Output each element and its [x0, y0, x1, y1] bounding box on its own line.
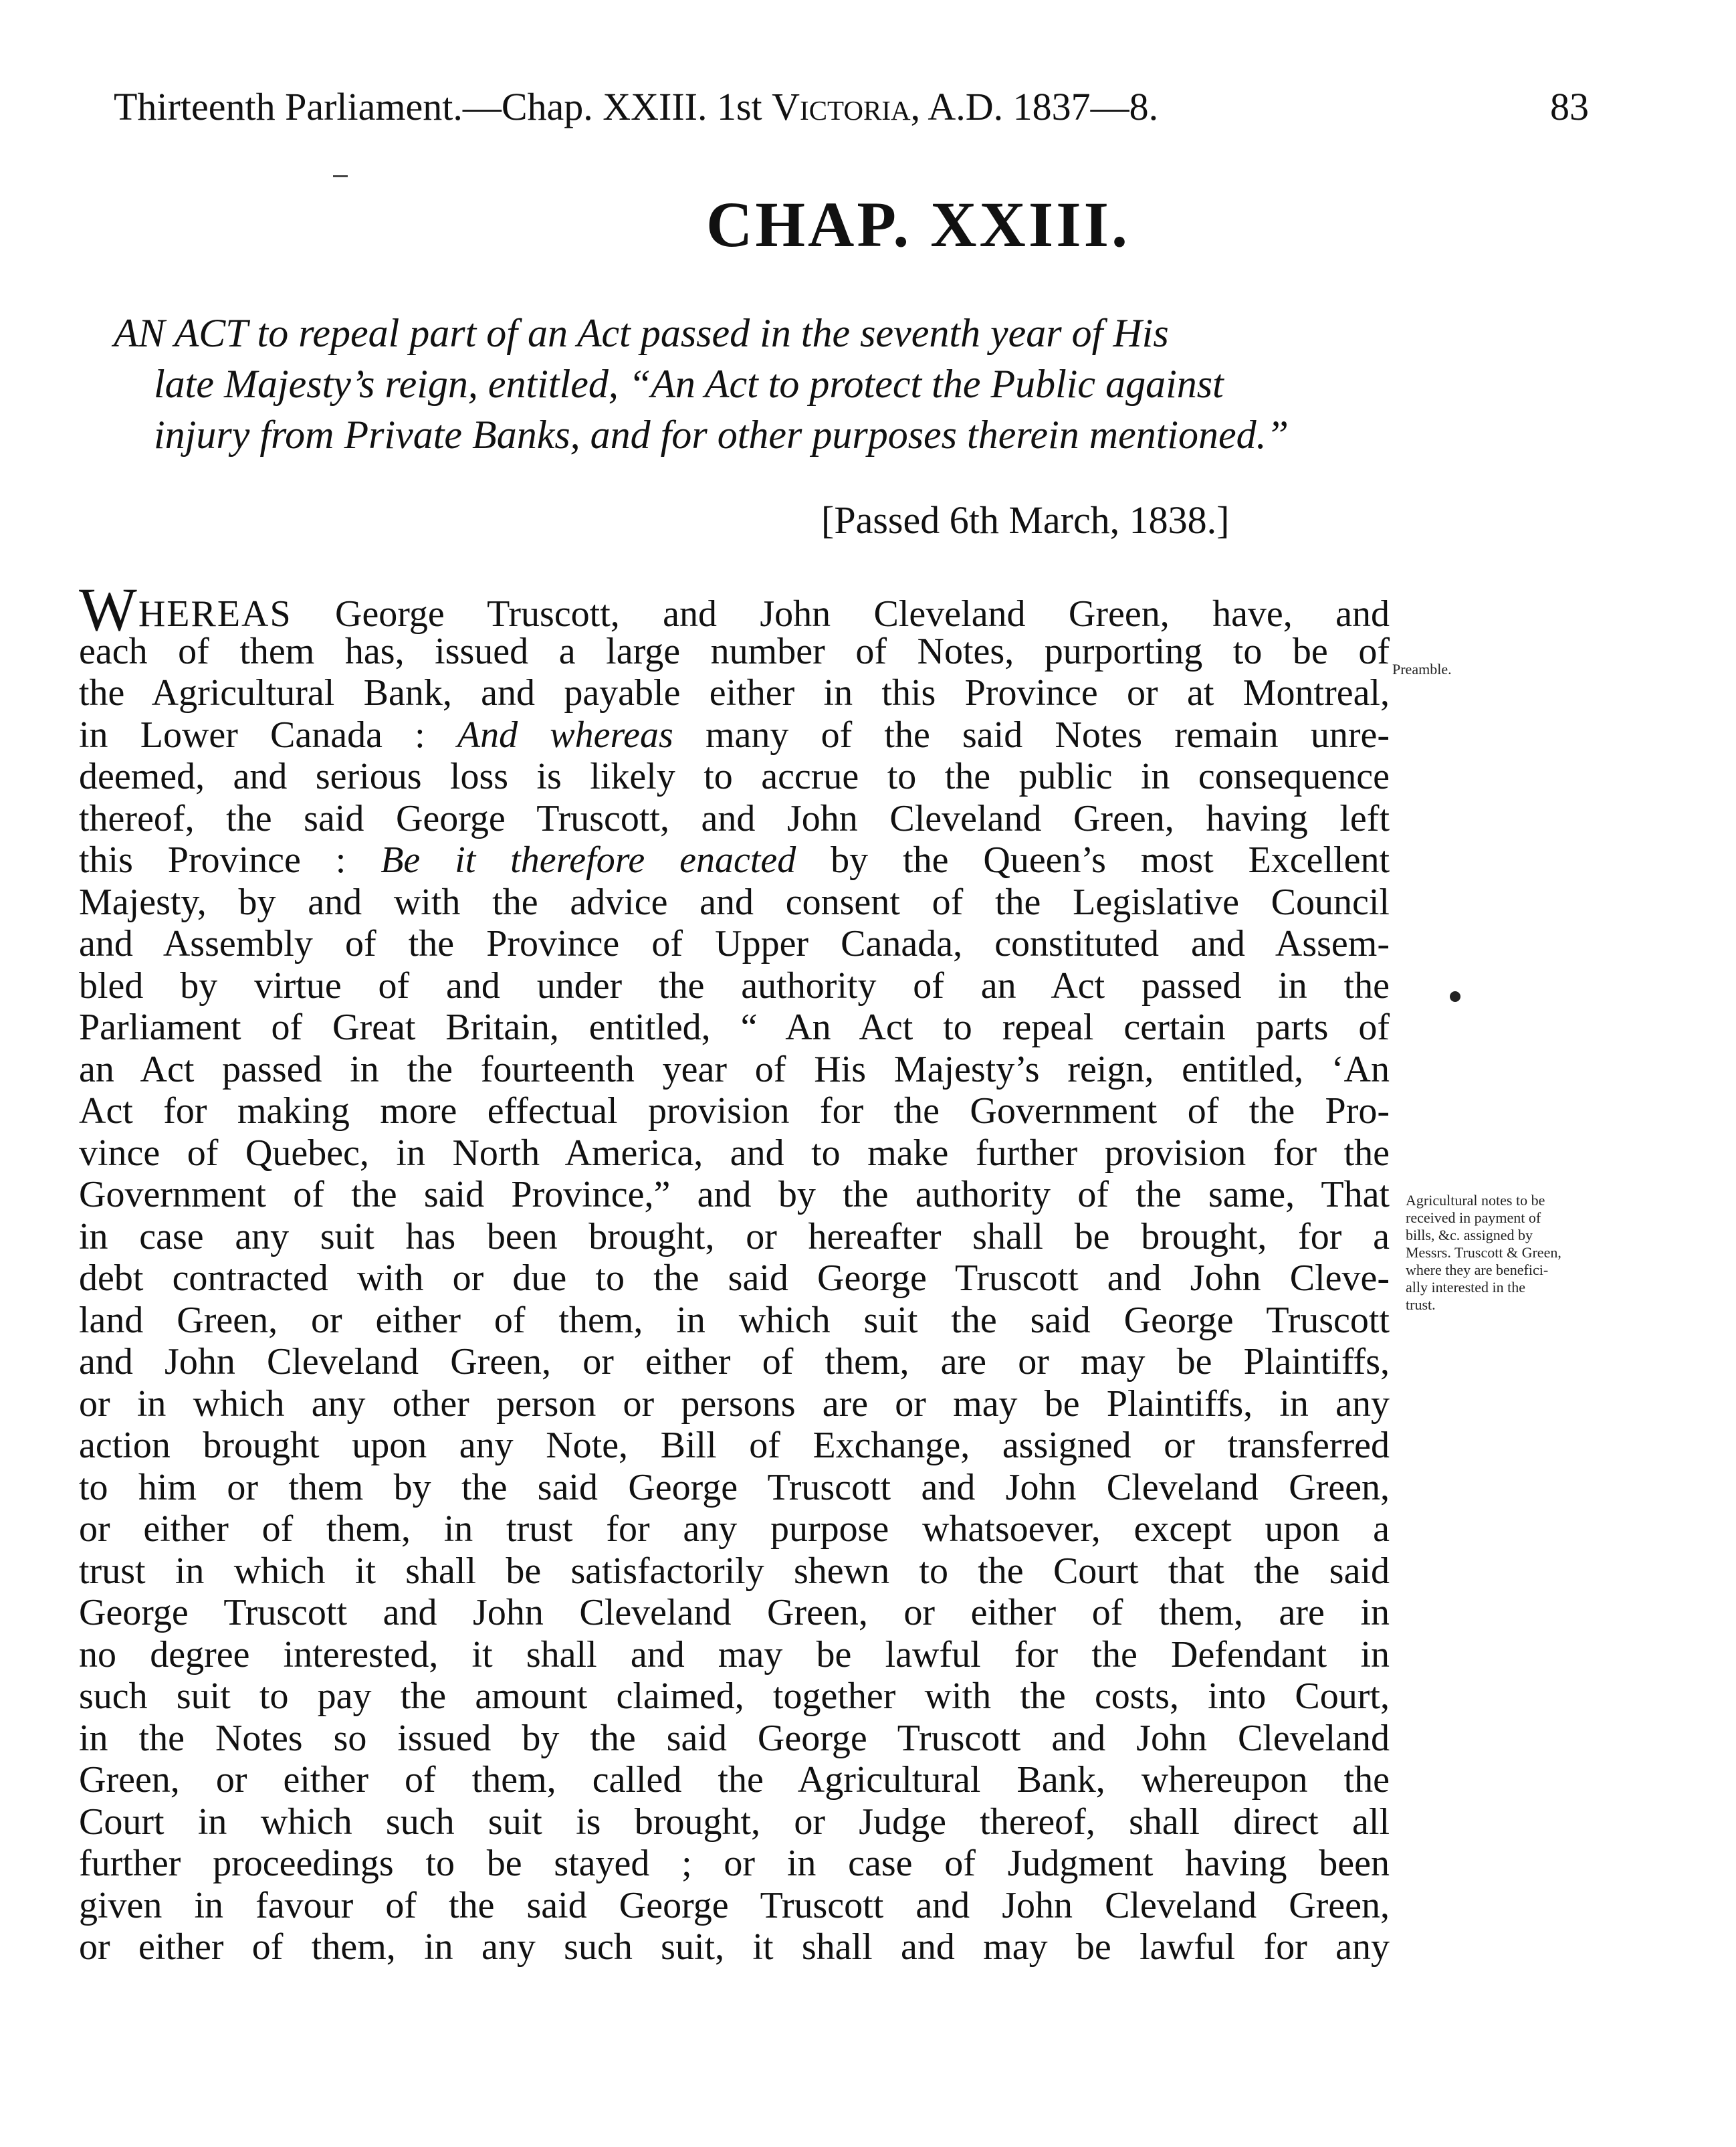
body-line: vince of Quebec, in North America, and to make further provision for the [79, 1132, 1390, 1174]
line-segment-italic: And whereas [457, 714, 673, 756]
line-segment: this Province : [79, 839, 381, 881]
body-line: such suit to pay the amount claimed, together with the costs, into Court, [79, 1675, 1390, 1717]
body-line: thereof, the said George Truscott, and John Cleveland Green, having left [79, 797, 1390, 839]
body-line: bled by virtue of and under the authority of an Act passed in the [79, 964, 1390, 1007]
running-head-part1: Thirteenth Parliament.—Chap. XXIII. 1st [114, 85, 772, 128]
running-head-victoria: Victoria [772, 85, 911, 128]
body-line: and John Cleveland Green, or either of them, are or may be Plaintiffs, [79, 1341, 1390, 1383]
body-line: in case any suit has been brought, or hereafter shall be brought, for a [79, 1215, 1390, 1257]
line-segment: by the Queen’s most Excellent [796, 839, 1390, 881]
body-line: Parliament of Great Britain, entitled, “ An Act to repeal certain parts of [79, 1007, 1390, 1048]
line-segment: in Lower Canada : [79, 714, 457, 756]
body-line: Majesty, by and with the advice and consent of the Legislative Council [79, 881, 1390, 923]
long-title-line: late Majesty’s reign, entitled, “An Act to protect the Public against [154, 362, 1224, 406]
body-line: debt contracted with or due to the said George Truscott and John Cleve- [79, 1257, 1390, 1299]
ink-speck [333, 175, 348, 177]
body-line: each of them has, issued a large number of Notes, purporting to be of [79, 630, 1390, 672]
body-line: deemed, and serious loss is likely to accrue to the public in consequence [79, 756, 1390, 797]
body-line [79, 714, 1390, 756]
body-line: action brought upon any Note, Bill of Exchange, assigned or transferred [79, 1425, 1390, 1466]
body-line: no degree interested, it shall and may be lawful for the Defendant in [79, 1633, 1390, 1675]
marginal-note-line: Messrs. Truscott & Green, [1406, 1244, 1561, 1261]
line-segment: many of the said Notes remain unre- [673, 714, 1390, 756]
body-line [79, 839, 1390, 882]
ink-blot-mark [1450, 991, 1460, 1002]
page-number: 83 [1550, 85, 1589, 128]
body-line: land Green, or either of them, in which suit the said George Truscott [79, 1299, 1390, 1341]
first-line-rest: George Truscott, and John Cleveland Green, have, and [292, 593, 1390, 635]
body-line: George Truscott and John Cleveland Green, or either of them, are in [79, 1592, 1390, 1633]
marginal-note-line: where they are benefici- [1406, 1261, 1549, 1278]
marginal-note-line: trust. [1406, 1296, 1436, 1313]
marginal-note-line: ally interested in the [1406, 1279, 1525, 1296]
marginal-note-preamble: Preamble. [1392, 661, 1452, 678]
body-line: to him or them by the said George Truscott and John Cleveland Green, [79, 1466, 1390, 1508]
body-line: given in favour of the said George Truscott and John Cleveland Green, [79, 1884, 1390, 1926]
running-head-part2: , A.D. 1837—8. [910, 85, 1159, 128]
drop-letter: W [79, 575, 137, 643]
act-body [79, 575, 1390, 1968]
body-line: Act for making more effectual provision for the Government of the Pro- [79, 1090, 1390, 1132]
first-word-rest: HEREAS [138, 593, 292, 635]
act-long-title [114, 308, 1398, 460]
running-head [114, 84, 1384, 129]
body-line: Court in which such suit is brought, or Judge thereof, shall direct all [79, 1801, 1390, 1843]
marginal-note-agricultural [1406, 1192, 1673, 1314]
body-line [79, 575, 1390, 643]
passed-date: [Passed 6th March, 1838.] [821, 498, 1230, 542]
body-line: an Act passed in the fourteenth year of His Majesty’s reign, entitled, ‘An [79, 1048, 1390, 1090]
long-title-line: injury from Private Banks, and for other purposes therein mentioned.” [154, 413, 1289, 457]
body-line: or in which any other person or persons are or may be Plaintiffs, in any [79, 1383, 1390, 1425]
marginal-note-line: received in payment of [1406, 1209, 1541, 1226]
marginal-note-line: Agricultural notes to be [1406, 1192, 1545, 1209]
marginal-note-line: bills, &c. assigned by [1406, 1227, 1533, 1243]
body-line: Green, or either of them, called the Agricultural Bank, whereupon the [79, 1759, 1390, 1801]
body-line: trust in which it shall be satisfactorily shewn to the Court that the said [79, 1550, 1390, 1592]
body-line: or either of them, in any such suit, it shall and may be lawful for any [79, 1926, 1390, 1968]
line-segment-italic: Be it therefore enacted [381, 839, 796, 881]
long-title-line: AN ACT to repeal part of an Act passed in the seventh year of His [114, 311, 1169, 355]
body-line: or either of them, in trust for any purpose whatsoever, except upon a [79, 1508, 1390, 1550]
body-line: further proceedings to be stayed ; or in case of Judgment having been [79, 1843, 1390, 1884]
body-line: the Agricultural Bank, and payable either in this Province or at Montreal, [79, 672, 1390, 714]
body-line: Government of the said Province,” and by the authority of the same, That [79, 1174, 1390, 1215]
body-line: and Assembly of the Province of Upper Canada, constituted and Assem- [79, 923, 1390, 964]
chapter-title: CHAP. XXIII. [706, 189, 1130, 260]
body-line: in the Notes so issued by the said George Truscott and John Cleveland [79, 1717, 1390, 1759]
